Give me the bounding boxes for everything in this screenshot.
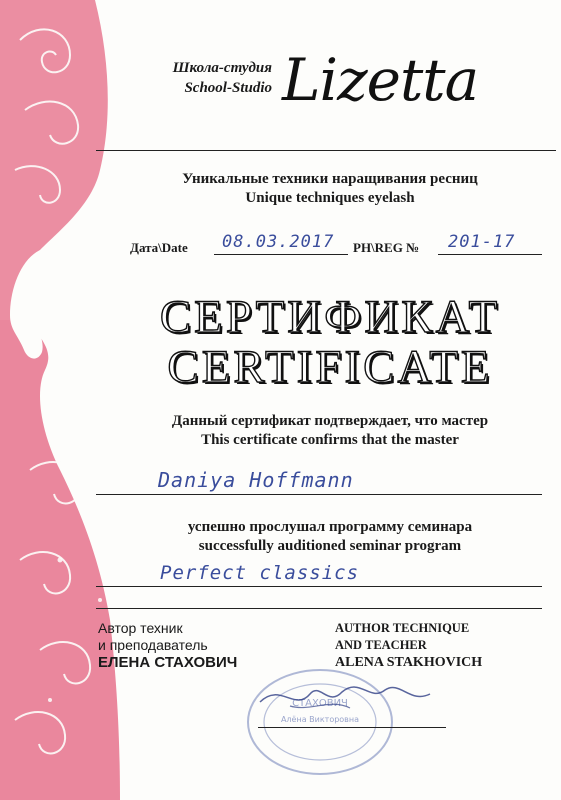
- decorative-side-panel: [0, 0, 120, 800]
- confirm-text-ru: Данный сертификат подтверждает, что мастер: [171, 413, 489, 429]
- course-title-ru: Уникальные техники наращивания ресниц: [182, 171, 478, 187]
- certificate-title-ru: СЕРТИФИКАТ: [159, 291, 501, 343]
- author-name-ru: ЕЛЕНА СТАХОВИЧ: [98, 654, 238, 671]
- reg-value: 201-17: [448, 232, 516, 252]
- signature-line: [258, 727, 446, 728]
- program-text-en: successfully auditioned seminar program: [198, 538, 462, 554]
- reg-label: PH\REG №: [353, 240, 420, 255]
- confirm-text-en: This certificate confirms that the master: [201, 432, 459, 448]
- date-value: 08.03.2017: [222, 232, 335, 252]
- program-text-ru: успешно прослушал программу семинара: [187, 519, 473, 535]
- program-name: Perfect classics: [160, 562, 360, 584]
- program-extra-line: [96, 608, 542, 609]
- author-role-en-line1: AUTHOR TECHNIQUE: [335, 621, 470, 635]
- author-role-ru-line2: и преподаватель: [98, 637, 208, 653]
- program-name-underline: [96, 586, 542, 587]
- school-label-ru: Школа-студия: [172, 60, 272, 76]
- reg-underline: [438, 254, 542, 255]
- author-name-en: ALENA STAKHOVICH: [335, 655, 483, 670]
- author-role-ru-line1: Автор техник: [98, 620, 183, 636]
- school-label-en: School-Studio: [184, 80, 272, 96]
- master-name: Daniya Hoffmann: [158, 468, 354, 492]
- master-name-underline: [96, 494, 542, 495]
- date-label: Дата\Date: [130, 240, 188, 255]
- header-divider: [96, 150, 556, 151]
- course-title-en: Unique techniques eyelash: [245, 190, 415, 206]
- author-role-en-line2: AND TEACHER: [335, 638, 427, 652]
- brand-logo: Lizetta: [282, 46, 479, 114]
- certificate-title-en: CERTIFICATE: [167, 341, 493, 393]
- date-underline: [214, 254, 348, 255]
- handwritten-signature: [250, 672, 440, 732]
- stamp-text-mid: Алёна Викторовна: [280, 715, 360, 724]
- stamp-text-top: СТАХОВИЧ: [292, 698, 348, 709]
